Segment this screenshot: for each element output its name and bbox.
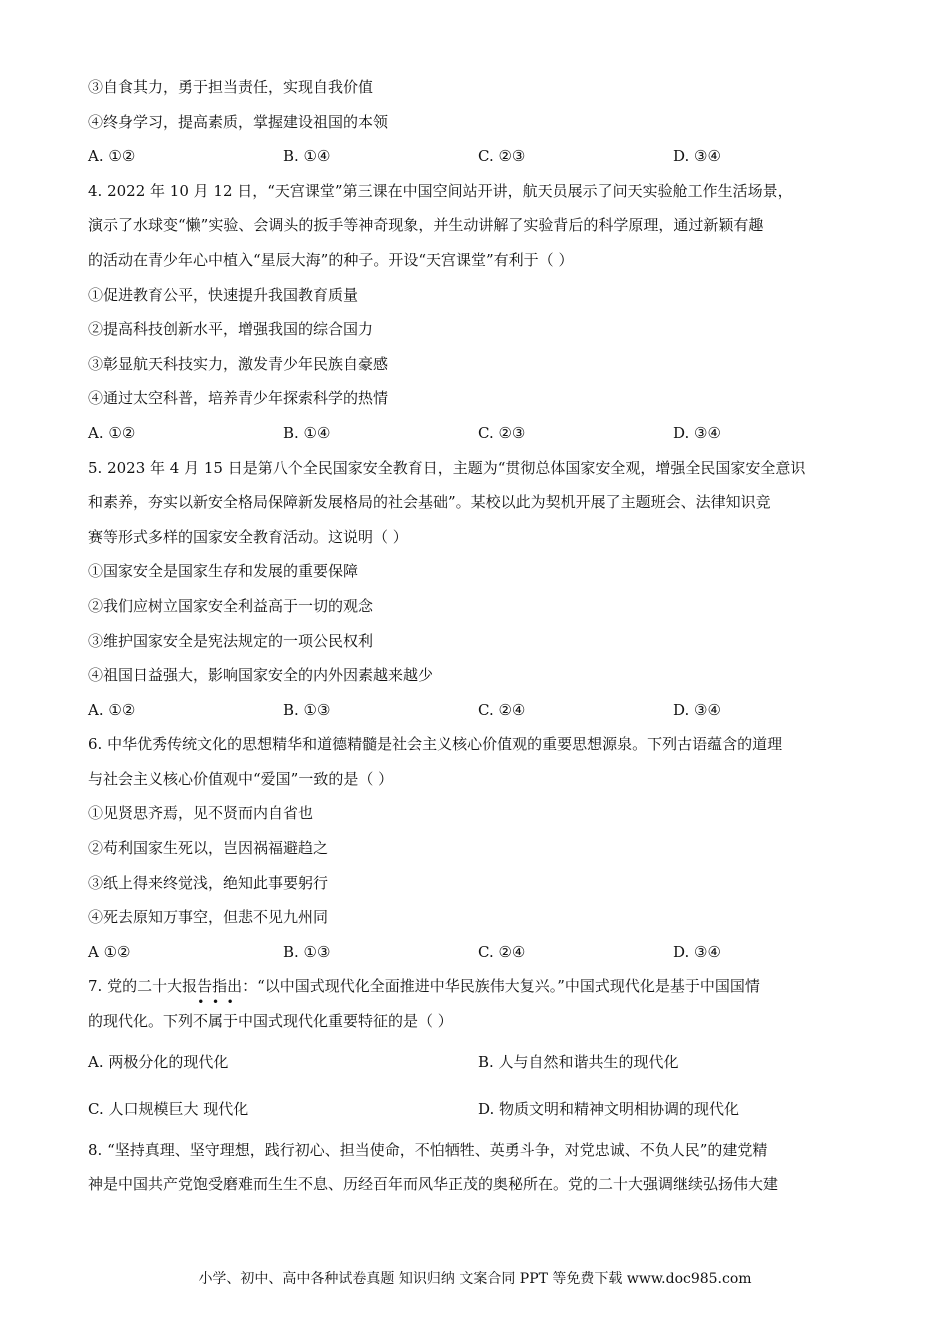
choice-item: ②我们应树立国家安全利益高于一切的观念	[88, 596, 374, 615]
emphasis-text	[193, 995, 239, 1031]
choice-item: ①见贤思齐焉，见不贤而内自省也	[88, 804, 314, 823]
option-d: D. ③④	[673, 700, 721, 719]
question-stem: 8. “坚持真理、坚守理想，践行初心、担当使命，不怕牺牲、英勇斗争，对党忠诚、不负人民”的建党精	[88, 1140, 768, 1159]
option-d: D. 物质文明和精神文明相协调的现代化	[478, 1099, 740, 1118]
question-stem: 的活动在青少年心中植入“星辰大海”的种子。开设“天宫课堂”有利于（ ）	[88, 250, 574, 269]
choice-item: ②提高科技创新水平，增强我国的综合国力	[88, 320, 374, 339]
question-6	[88, 727, 868, 969]
option-b: B. 人与自然和谐共生的现代化	[478, 1052, 679, 1071]
choice-item: ③彰显航天科技实力，激发青少年民族自豪感	[88, 354, 389, 373]
option-c: C. ②④	[478, 942, 526, 961]
question-stem: 与社会主义核心价值观中“爱国”一致的是（ ）	[88, 769, 394, 788]
option-a: A. ①②	[88, 423, 136, 442]
question-7	[88, 969, 868, 1132]
answer-options	[88, 935, 868, 970]
answer-options	[88, 1039, 868, 1086]
question-stem: 和素养，夯实以新安全格局保障新发展格局的社会基础”。某校以此为契机开展了主题班会、法律知识竞	[88, 493, 771, 512]
question-stem: 演示了水球变“懒”实验、会调头的扳手等神奇现象，并生动讲解了实验背后的科学原理，通过新颖有趣	[88, 216, 764, 235]
option-d: D. ③④	[673, 423, 721, 442]
option-b: B. ①③	[283, 942, 331, 961]
option-d: D. ③④	[673, 942, 721, 961]
stem-text: 中国式现代化重要特征的是（ ）	[238, 1012, 453, 1031]
option-a: A. ①②	[88, 700, 136, 719]
emphasis-dots: • • •	[197, 995, 234, 1010]
option-b: B. ①④	[283, 423, 331, 442]
option-b: B. ①④	[283, 147, 331, 166]
option-a: A. ①②	[88, 147, 136, 166]
answer-options	[88, 693, 868, 728]
choice-item: ④终身学习，提高素质，掌握建设祖国的本领	[88, 112, 389, 131]
question-3-tail	[88, 70, 868, 174]
choice-item: ③纸上得来终觉浅，绝知此事要躬行	[88, 873, 329, 892]
question-stem: 4. 2022 年 10 月 12 日，“天宫课堂”第三课在中国空间站开讲，航天员展示了问天实验舱工作生活场景，	[88, 181, 793, 200]
emphasis-word: 不属于	[193, 1012, 239, 1031]
question-stem: 5. 2023 年 4 月 15 日是第八个全民国家安全教育日，主题为“贯彻总体国家安全观，增强全民国家安全意识	[88, 458, 806, 477]
choice-item: ④死去原知万事空，但悲不见九州同	[88, 908, 329, 927]
option-d: D. ③④	[673, 147, 721, 166]
option-c: C. ②④	[478, 700, 526, 719]
page-footer: 小学、初中、高中各种试卷真题 知识归纳 文案合同 PPT 等免费下载 www.doc985.com	[198, 1271, 752, 1287]
choice-item: ①国家安全是国家生存和发展的重要保障	[88, 562, 359, 581]
option-a: A. 两极分化的现代化	[88, 1052, 229, 1071]
question-stem: 神是中国共产党饱受磨难而生生不息、历经百年而风华正茂的奥秘所在。党的二十大强调继续弘扬伟大建	[88, 1175, 779, 1194]
answer-options	[88, 1086, 868, 1133]
choice-item: ①促进教育公平，快速提升我国教育质量	[88, 285, 359, 304]
question-4	[88, 174, 868, 451]
choice-item: ②苟利国家生死以，岂因祸福避趋之	[88, 839, 329, 858]
choice-item: ③自食其力，勇于担当责任，实现自我价值	[88, 78, 374, 96]
exam-page	[88, 70, 868, 1202]
option-c: C. 人口规模巨大 现代化	[88, 1099, 249, 1118]
answer-options	[88, 416, 868, 451]
answer-options	[88, 139, 868, 174]
choice-item: ③维护国家安全是宪法规定的一项公民权利	[88, 631, 374, 650]
question-stem: 7. 党的二十大报告指出：“以中国式现代化全面推进中华民族伟大复兴。”中国式现代化是基于中国国情	[88, 977, 760, 996]
stem-text: 的现代化。下列	[88, 1012, 194, 1031]
question-stem: 赛等形式多样的国家安全教育活动。这说明（ ）	[88, 527, 408, 546]
question-stem: 6. 中华优秀传统文化的思想精华和道德精髓是社会主义核心价值观的重要思想源泉。下列古语蕴含的道理	[88, 735, 783, 754]
choice-item: ④祖国日益强大，影响国家安全的内外因素越来越少	[88, 666, 434, 685]
option-a: A ①②	[88, 942, 131, 961]
option-c: C. ②③	[478, 147, 526, 166]
question-8	[88, 1133, 868, 1202]
option-b: B. ①③	[283, 700, 331, 719]
option-c: C. ②③	[478, 423, 526, 442]
question-stem	[88, 995, 868, 1039]
choice-item: ④通过太空科普，培养青少年探索科学的热情	[88, 389, 389, 408]
question-5	[88, 451, 868, 728]
